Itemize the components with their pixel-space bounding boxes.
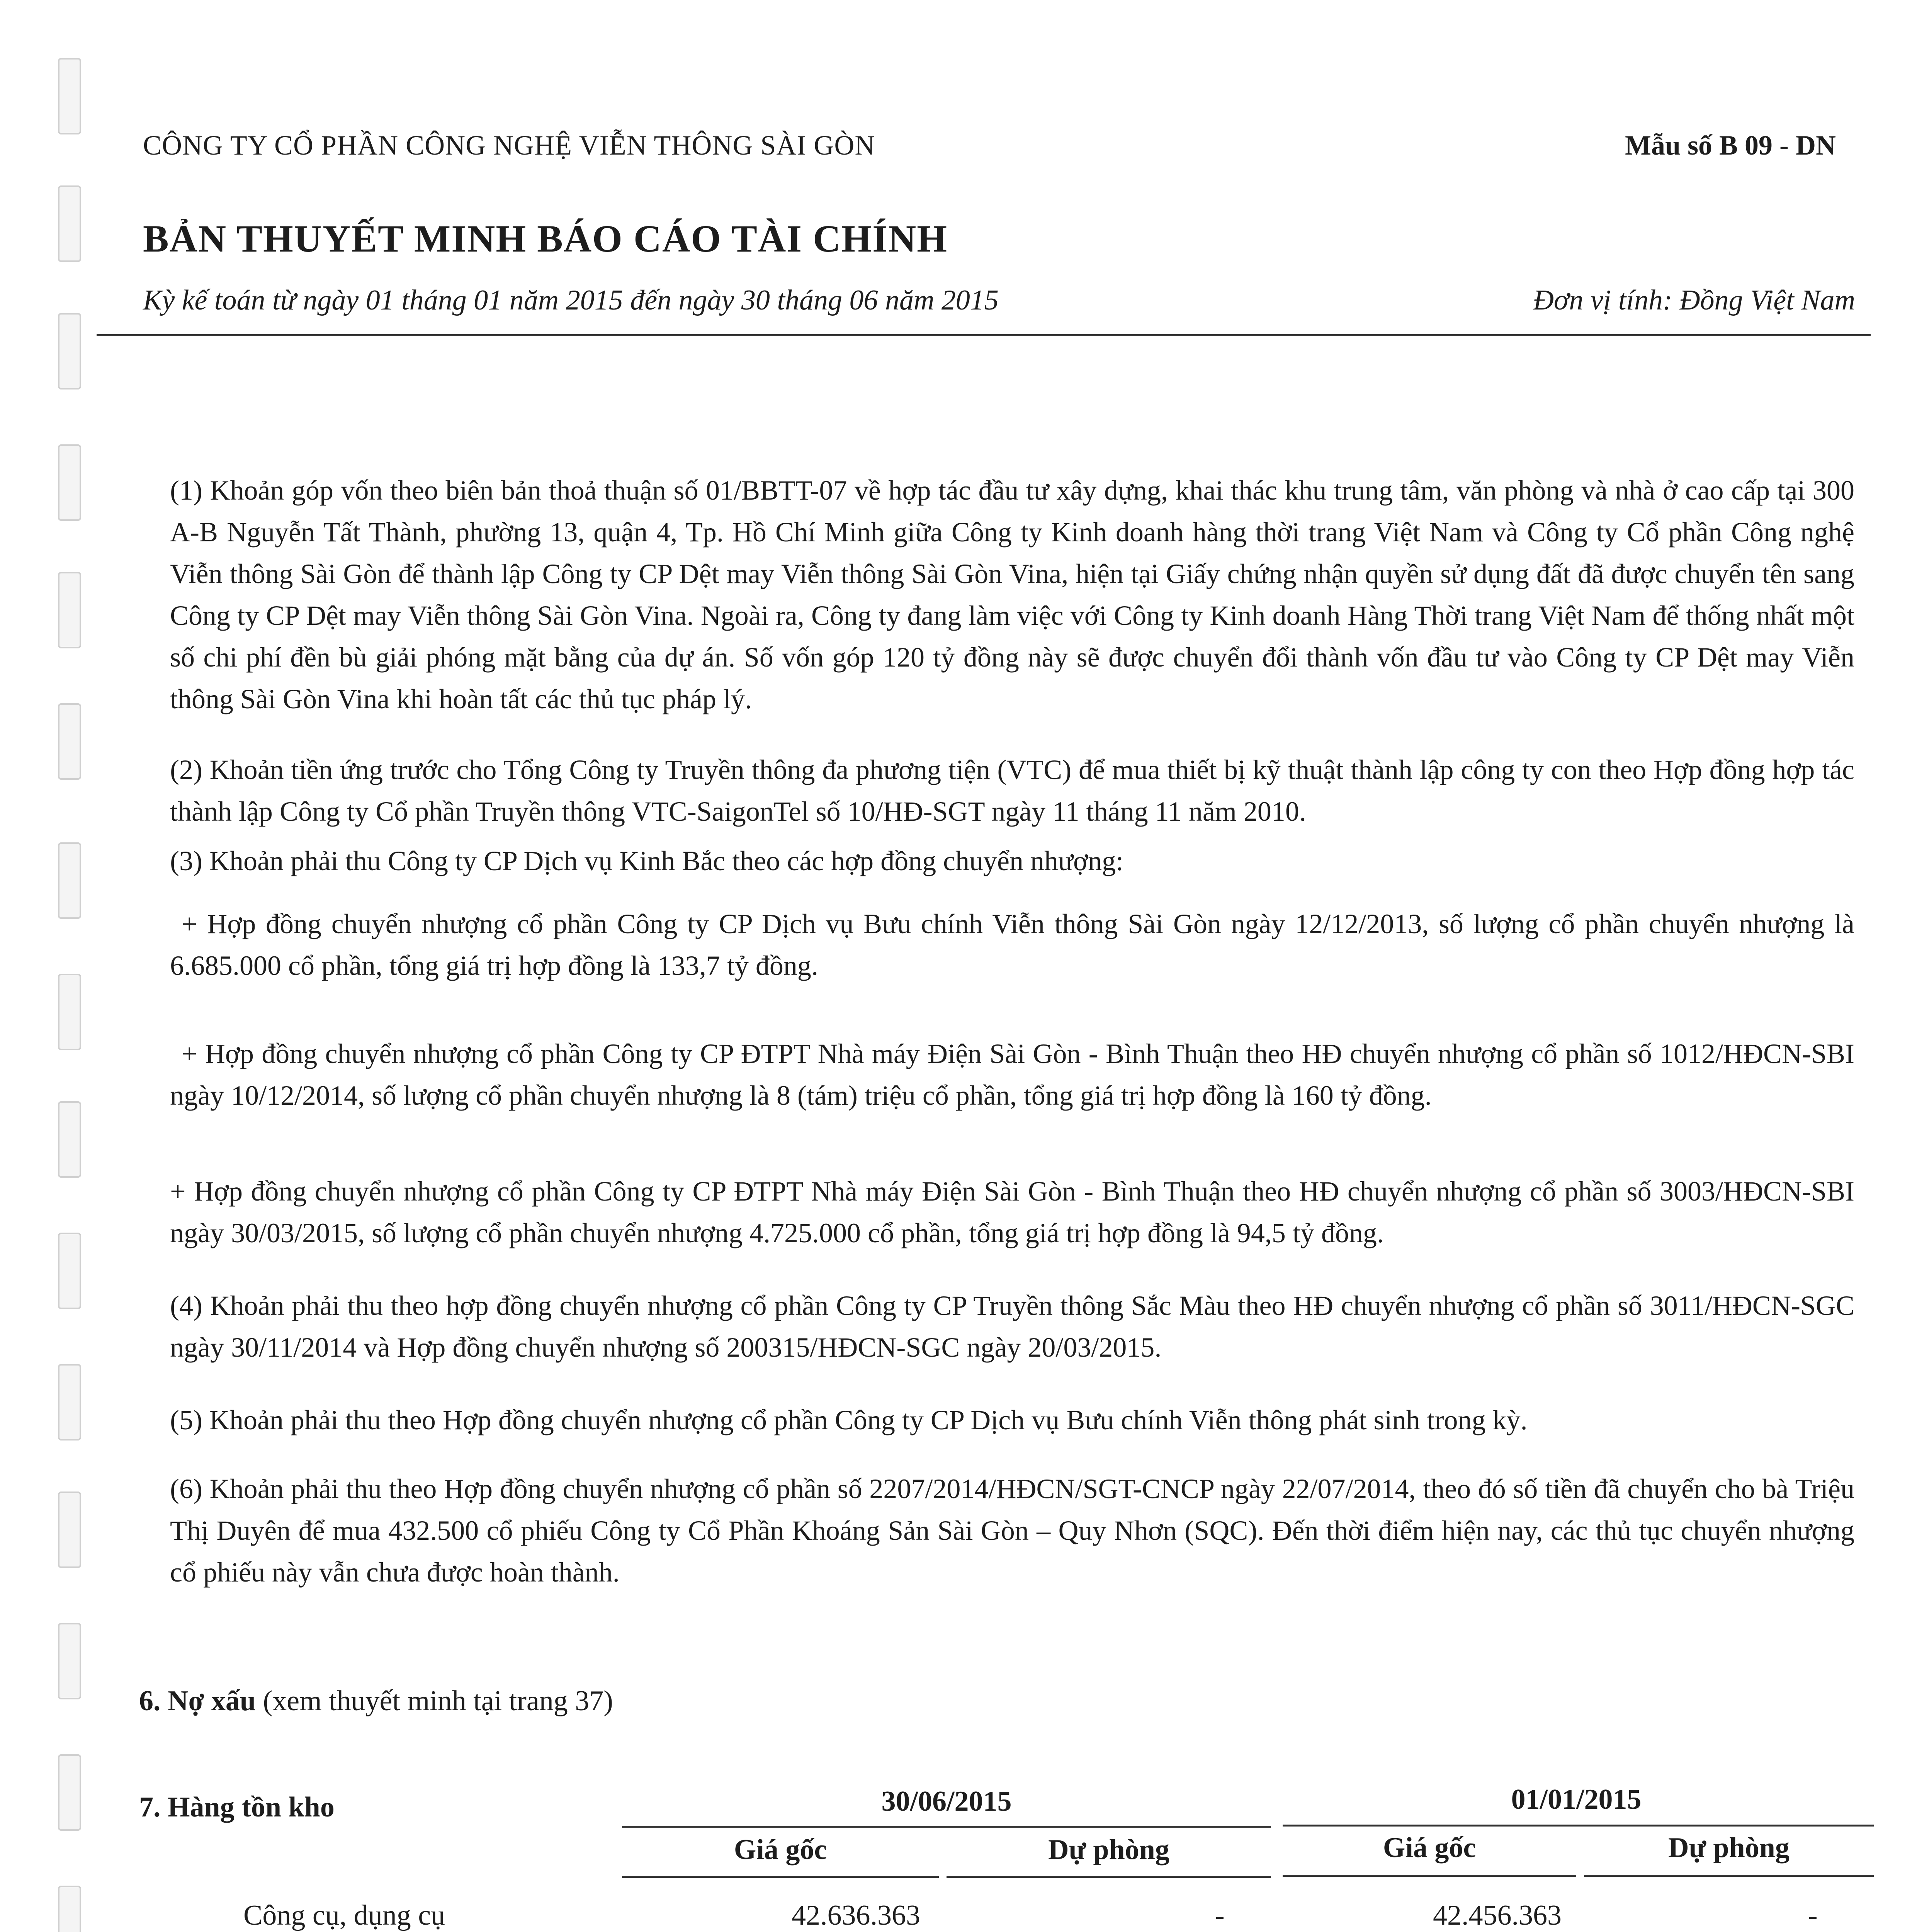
binder-hole xyxy=(58,1364,81,1440)
date-1-rule xyxy=(622,1826,1271,1828)
form-number: Mẫu số B 09 - DN xyxy=(1625,130,1836,161)
date-2-rule xyxy=(1283,1825,1874,1827)
binder-hole xyxy=(58,58,81,134)
note-2: (2) Khoản tiền ứng trước cho Tổng Công ty Truyền thông đa phương tiện (VTC) để mua thiết bị kỹ thuật thành lập công ty con theo Hợp đồng hợp tác thành lập Công ty Cổ phần Truyền thông VTC-SaigonTel số 10/HĐ-SGT ngày 11 tháng 11 năm 2010. xyxy=(170,754,1854,827)
column-group-date-1: 30/06/2015 xyxy=(881,1786,1012,1817)
note-3-contract-1: + Hợp đồng chuyển nhượng cổ phần Công ty CP Dịch vụ Bưu chính Viễn thông Sài Gòn ngày 12/12/2013, số lượng cổ phần chuyển nhượng là 6.685.000 cổ phần, tổng giá trị hợp đồng là 133,7 tỷ đồng. xyxy=(170,908,1854,981)
section-7-title: Hàng tồn kho xyxy=(168,1791,335,1823)
provision-2-rule xyxy=(1584,1875,1874,1877)
note-3-contract-3: + Hợp đồng chuyển nhượng cổ phần Công ty CP ĐTPT Nhà máy Điện Sài Gòn - Bình Thuận theo HĐ chuyển nhượng cổ phần số 3003/HĐCN-SBI ngày 30/03/2015, số lượng cổ phần chuyển nhượng 4.725.000 cổ phần, tổng giá trị hợp đồng là 94,5 tỷ đồng. xyxy=(170,1176,1854,1248)
note-6: (6) Khoản phải thu theo Hợp đồng chuyển nhượng cổ phần số 2207/2014/HĐCN/SGT-CNCP ngày 22/07/2014, theo đó số tiền đã chuyển cho bà Triệu Thị Duyên để mua 432.500 cổ phiếu Công ty Cổ Phần Khoáng Sản Sài Gòn – Quy Nhơn (SQC). Đến thời điểm hiện nay, các thủ tục chuyển nhượng cổ phiếu này vẫn chưa được hoàn thành. xyxy=(170,1473,1854,1588)
header-cost-1: Giá gốc xyxy=(734,1834,827,1866)
note-3-contract-2: + Hợp đồng chuyển nhượng cổ phần Công ty CP ĐTPT Nhà máy Điện Sài Gòn - Bình Thuận theo HĐ chuyển nhượng cổ phần số 1012/HĐCN-SBI ngày 10/12/2014, số lượng cổ phần chuyển nhượng là 8 (tám) triệu cổ phần, tổng giá trị hợp đồng là 160 tỷ đồng. xyxy=(170,1038,1854,1111)
binder-hole xyxy=(58,1101,81,1178)
cost-value-2015-06: 42.636.363 xyxy=(792,1900,920,1931)
section-7-number: 7. xyxy=(139,1791,161,1823)
section-6-number: 6. xyxy=(139,1685,161,1717)
header-cost-2: Giá gốc xyxy=(1383,1832,1476,1864)
header-provision-2: Dự phòng xyxy=(1668,1832,1790,1864)
binder-hole xyxy=(58,1623,81,1699)
cost-2-rule xyxy=(1283,1875,1576,1877)
currency-unit: Đơn vị tính: Đồng Việt Nam xyxy=(1533,284,1855,316)
binder-hole xyxy=(58,974,81,1050)
section-7-heading xyxy=(139,1791,335,1824)
header-divider xyxy=(97,334,1871,336)
provision-value-2015-01: - xyxy=(1808,1900,1818,1931)
note-4: (4) Khoản phải thu theo hợp đồng chuyển nhượng cổ phần Công ty CP Truyền thông Sắc Màu theo HĐ chuyển nhượng cổ phần số 3011/HĐCN-SGC ngày 30/11/2014 và Hợp đồng chuyển nhượng số 200315/HĐCN-SGC ngày 20/03/2015. xyxy=(170,1290,1854,1363)
binder-hole xyxy=(58,1233,81,1309)
binder-hole xyxy=(58,185,81,262)
column-group-date-2: 01/01/2015 xyxy=(1511,1784,1642,1815)
binder-hole xyxy=(58,444,81,521)
table-row xyxy=(0,1899,1917,1932)
section-6-title: Nợ xấu xyxy=(168,1685,256,1717)
note-1: (1) Khoản góp vốn theo biên bản thoả thuận số 01/BBTT-07 về hợp tác đầu tư xây dựng, khai thác khu trung tâm, văn phòng và nhà ở cao cấp tại 300 A-B Nguyễn Tất Thành, phường 13, quận 4, Tp. Hồ Chí Minh giữa Công ty Kinh doanh hàng thời trang Việt Nam và Công ty Cổ phần Công nghệ Viễn thông Sài Gòn để thành lập Công ty CP Dệt may Viễn thông Sài Gòn Vina, hiện tại Giấy chứng nhận quyền sử dụng đất đã được chuyển tên sang Công ty CP Dệt may Viễn thông Sài Gòn Vina. Ngoài ra, Công ty đang làm việc với Công ty Kinh doanh Hàng Thời trang Việt Nam để thống nhất một số chi phí đền bù giải phóng mặt bằng của dự án. Số vốn góp 120 tỷ đồng này sẽ được chuyển đổi thành vốn đầu tư vào Công ty CP Dệt may Viễn thông Sài Gòn Vina khi hoàn tất các thủ tục pháp lý. xyxy=(170,475,1854,714)
binder-hole xyxy=(58,1492,81,1568)
binder-hole xyxy=(58,1754,81,1831)
header-provision-1: Dự phòng xyxy=(1048,1834,1169,1866)
notes-block xyxy=(170,469,1854,1622)
binder-hole xyxy=(58,313,81,389)
accounting-period: Kỳ kế toán từ ngày 01 tháng 01 năm 2015 đến ngày 30 tháng 06 năm 2015 xyxy=(143,284,999,316)
section-6-heading xyxy=(139,1685,613,1718)
document-title: BẢN THUYẾT MINH BÁO CÁO TÀI CHÍNH xyxy=(143,217,948,260)
company-name: CÔNG TY CỔ PHẦN CÔNG NGHỆ VIỄN THÔNG SÀI GÒN xyxy=(143,130,875,161)
note-5: (5) Khoản phải thu theo Hợp đồng chuyển nhượng cổ phần Công ty CP Dịch vụ Bưu chính Viễn thông phát sinh trong kỳ. xyxy=(170,1405,1528,1435)
binder-margin xyxy=(58,0,85,1932)
cost-value-2015-01: 42.456.363 xyxy=(1433,1900,1562,1931)
cost-1-rule xyxy=(622,1876,939,1878)
provision-value-2015-06: - xyxy=(1215,1900,1225,1931)
binder-hole xyxy=(58,572,81,648)
section-6-reference: (xem thuyết minh tại trang 37) xyxy=(256,1685,613,1717)
provision-1-rule xyxy=(947,1876,1271,1878)
row-label: Công cụ, dụng cụ xyxy=(243,1900,445,1931)
binder-hole xyxy=(58,703,81,780)
binder-hole xyxy=(58,842,81,919)
note-3: (3) Khoản phải thu Công ty CP Dịch vụ Kinh Bắc theo các hợp đồng chuyển nhượng: xyxy=(170,845,1124,876)
